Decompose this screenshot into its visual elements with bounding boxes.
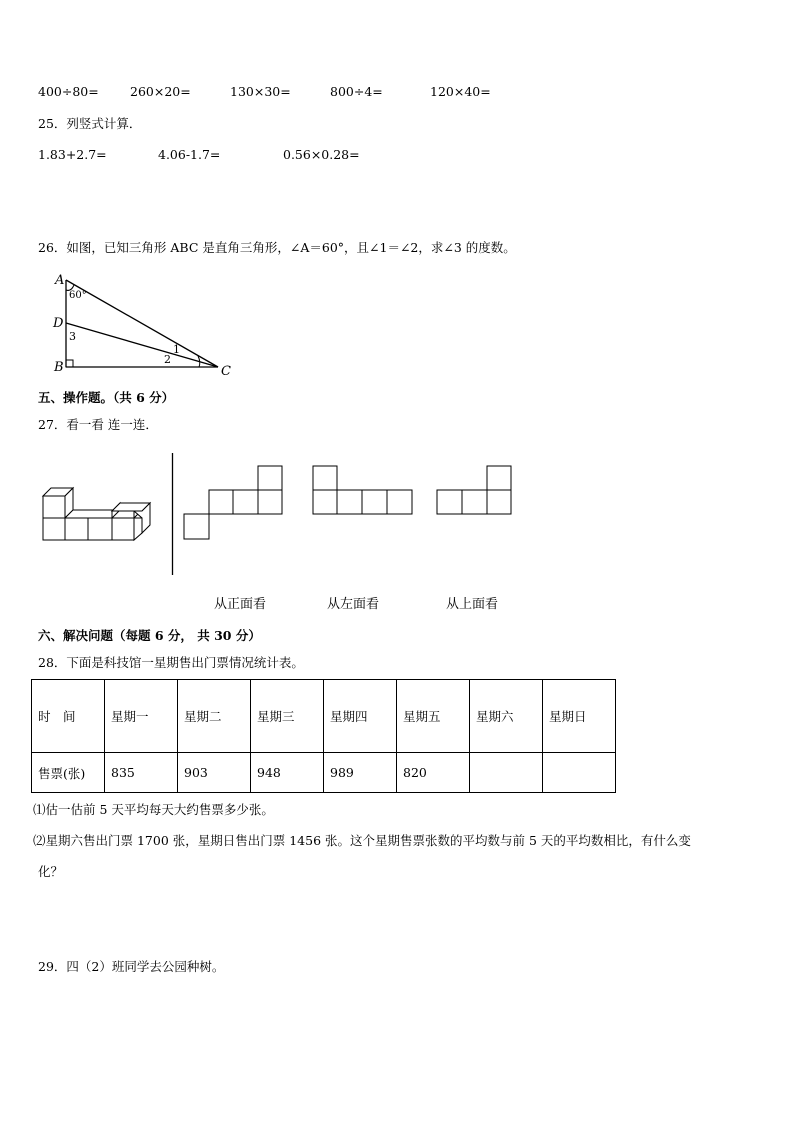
table-row	[32, 753, 616, 793]
table-cell: 星期四	[324, 680, 397, 753]
expr-4: 800÷4=	[330, 84, 383, 99]
expr-5: 120×40=	[430, 84, 491, 99]
label-B: B	[54, 360, 64, 375]
divider-line	[171, 453, 174, 575]
table-header-row	[32, 680, 616, 753]
expr-3: 130×30=	[230, 84, 291, 99]
table-cell: 835	[105, 753, 178, 793]
table-cell: 948	[251, 753, 324, 793]
table-cell: 星期五	[397, 680, 470, 753]
section-5-heading: 五、操作题。（共 6 分）	[38, 390, 175, 405]
label-3: 3	[69, 330, 76, 343]
view-figure-2	[312, 465, 416, 517]
label-D: D	[53, 316, 64, 331]
q29-title: 29．四（2）班同学去公园种树。	[38, 959, 225, 974]
table-cell	[543, 753, 616, 793]
label-1: 1	[173, 343, 180, 356]
view-label-front: 从正面看	[214, 597, 267, 612]
q28-sub2-line2: 化？	[38, 864, 64, 879]
expr-2: 260×20=	[130, 84, 191, 99]
table-cell: 星期二	[178, 680, 251, 753]
table-cell: 时 间	[32, 680, 105, 753]
q28-sub2-line1: ⑵星期六售出门票 1700 张，星期日售出门票 1456 张。这个星期售票张数的平均数与前 5 天的平均数相比，有什么变	[33, 833, 691, 848]
q27-title: 27．看一看 连一连．	[38, 417, 158, 432]
table-cell: 星期三	[251, 680, 324, 753]
cube-solid-figure	[42, 487, 157, 543]
view-figure-3	[436, 465, 516, 517]
q28-title: 28．下面是科技馆一星期售出门票情况统计表。	[38, 655, 304, 670]
table-cell: 903	[178, 753, 251, 793]
table-cell	[470, 753, 543, 793]
view-figure-1	[183, 465, 285, 541]
label-angle: 60°	[69, 290, 87, 301]
view-label-top: 从上面看	[446, 597, 499, 612]
table-cell: 星期六	[470, 680, 543, 753]
expr-1: 400÷80=	[38, 84, 99, 99]
table-cell: 售票(张)	[32, 753, 105, 793]
label-C: C	[221, 364, 231, 379]
q25-title: 25．列竖式计算．	[38, 116, 142, 131]
table-cell: 820	[397, 753, 470, 793]
view-label-left: 从左面看	[327, 597, 380, 612]
q26-title: 26．如图，已知三角形 ABC 是直角三角形，∠A＝60°，且∠1＝∠2，求∠3 的度数。	[38, 240, 516, 255]
triangle-figure	[50, 268, 240, 380]
table-cell: 星期一	[105, 680, 178, 753]
section-6-heading: 六、解决问题（每题 6 分， 共 30 分）	[38, 628, 261, 643]
q28-sub1: ⑴估一估前 5 天平均每天大约售票多少张。	[33, 802, 274, 817]
ticket-table	[31, 679, 616, 793]
q25-item-2: 4.06-1.7=	[158, 147, 221, 162]
q25-item-3: 0.56×0.28=	[283, 147, 360, 162]
q25-item-1: 1.83+2.7=	[38, 147, 107, 162]
table-cell: 989	[324, 753, 397, 793]
table-cell: 星期日	[543, 680, 616, 753]
label-2: 2	[164, 353, 171, 366]
label-A: A	[55, 273, 65, 288]
